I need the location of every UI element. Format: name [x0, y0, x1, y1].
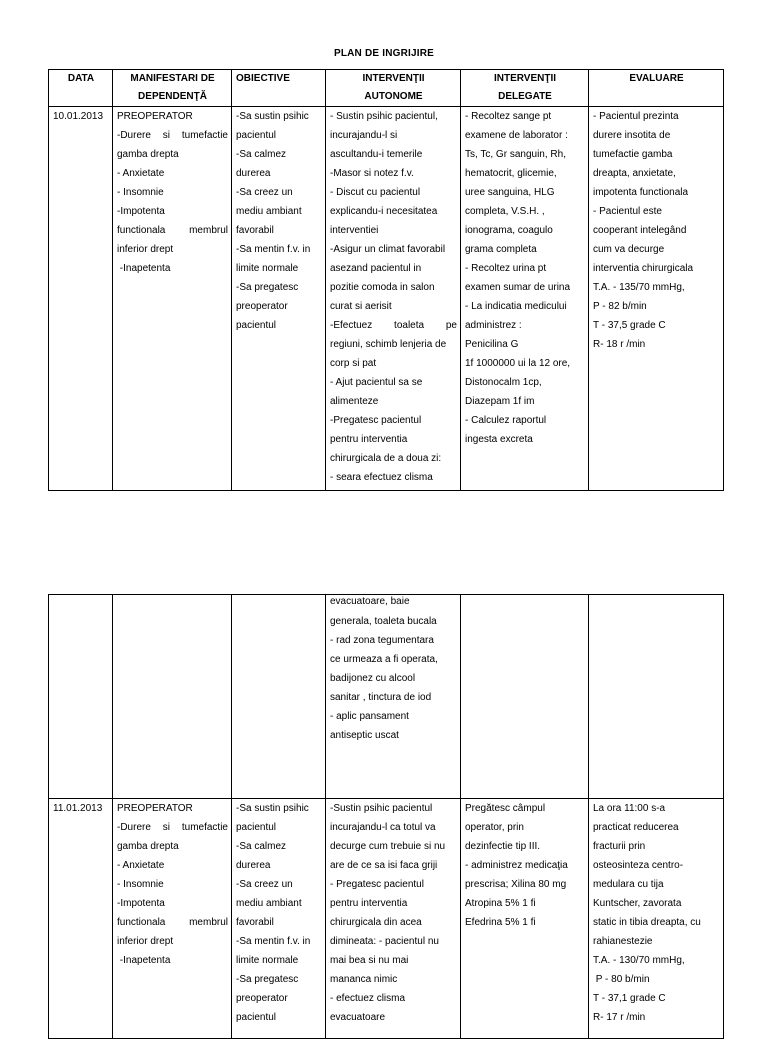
header-obiective: OBIECTIVE	[232, 70, 326, 107]
row2-interventii-autonome: evacuatoare, baie generala, toaleta bucala - rad zona tegumentara ce urmeaza a fi operata, badijonez cu alcool sanitar , tinctura de iod - aplic pansament antiseptic uscat	[326, 595, 461, 799]
row3-date: 11.01.2013	[49, 799, 113, 1039]
row3-obiective: -Sa sustin psihic pacientul -Sa calmez durerea -Sa creez un mediu ambiant favorabil -Sa mentin f.v. in limite normale -Sa pregatesc preoperator pacientul	[232, 799, 326, 1039]
row1-date: 10.01.2013	[49, 107, 113, 491]
row2-evaluare	[589, 595, 724, 799]
page-break	[0, 488, 768, 594]
header-evaluare: EVALUARE	[589, 70, 724, 107]
header-data: DATA	[49, 70, 113, 107]
header-interventii-delegate: INTERVENŢII DELEGATE	[461, 70, 589, 107]
row3-manifestari: PREOPERATOR -Durere si tumefactie gamba drepta - Anxietate - Insomnie -Impotenta functionala membrul inferior drept -Inapetenta	[113, 799, 232, 1039]
row3-interventii-delegate: Pregătesc câmpul operator, prin dezinfectie tip III. - administrez medicaţia prescrisa; Xilina 80 mg Atropina 5% 1 fi Efedrina 5% 1 fi	[461, 799, 589, 1039]
table-row	[49, 107, 724, 491]
header-interventii-autonome: INTERVENŢII AUTONOME	[326, 70, 461, 107]
table-row	[49, 595, 724, 799]
row1-manifestari: PREOPERATOR -Durere si tumefactie gamba drepta - Anxietate - Insomnie -Impotenta functionala membrul inferior drept -Inapetenta	[113, 107, 232, 491]
table-row	[49, 799, 724, 1039]
row1-interventii-autonome: - Sustin psihic pacientul, incurajandu-l si ascultandu-i temerile -Masor si notez f.v. - Discut cu pacientul explicandu-i necesitatea interventiei -Asigur un climat favorabil asezand pacientul in pozitie comoda in salon curat si aerisit -Efectuez toaleta pe regiuni, schimb lenjeria de corp si pat - Ajut pacientul sa se alimenteze -Pregatesc pacientul pentru interventia chirurgicala de a doua zi: - seara efectuez clisma	[326, 107, 461, 491]
header-manifestari: MANIFESTARI DE DEPENDENŢĂ	[113, 70, 232, 107]
row3-interventii-autonome: -Sustin psihic pacientul incurajandu-l ca totul va decurge cum trebuie si nu are de ce sa isi faca griji - Pregatesc pacientul pentru interventia chirurgicala din acea dimineata: - pacientul nu mai bea si nu mai mananca nimic - efectuez clisma evacuatoare	[326, 799, 461, 1039]
row2-obiective	[232, 595, 326, 799]
care-plan-table-page-1	[48, 69, 724, 491]
care-plan-table-page-2	[48, 594, 724, 1039]
row2-manifestari	[113, 595, 232, 799]
header-row	[49, 70, 724, 107]
row3-evaluare: La ora 11:00 s-a practicat reducerea fracturii prin osteosinteza centro- medulara cu tija Kuntscher, zavorata static in tibia dreapta, cu rahianestezie T.A. - 130/70 mmHg, P - 80 b/min T - 37,1 grade C R- 17 r /min	[589, 799, 724, 1039]
row1-interventii-delegate: - Recoltez sange pt examene de laborator : Ts, Tc, Gr sanguin, Rh, hematocrit, glicemie, uree sanguina, HLG completa, V.S.H. , ionograma, coagulo grama completa - Recoltez urina pt examen sumar de urina - La indicatia medicului administrez : Penicilina G 1f 1000000 ui la 12 ore, Distonocalm 1cp, Diazepam 1f im - Calculez raportul ingesta excreta	[461, 107, 589, 491]
row1-evaluare: - Pacientul prezinta durere insotita de tumefactie gamba dreapta, anxietate, impotenta functionala - Pacientul este cooperant intelegând cum va decurge interventia chirurgicala T.A. - 135/70 mmHg, P - 82 b/min T - 37,5 grade C R- 18 r /min	[589, 107, 724, 491]
document-title: PLAN DE INGRIJIRE	[333, 48, 435, 59]
row2-date	[49, 595, 113, 799]
row2-interventii-delegate	[461, 595, 589, 799]
row1-obiective: -Sa sustin psihic pacientul -Sa calmez durerea -Sa creez un mediu ambiant favorabil -Sa mentin f.v. in limite normale -Sa pregatesc preoperator pacientul	[232, 107, 326, 491]
